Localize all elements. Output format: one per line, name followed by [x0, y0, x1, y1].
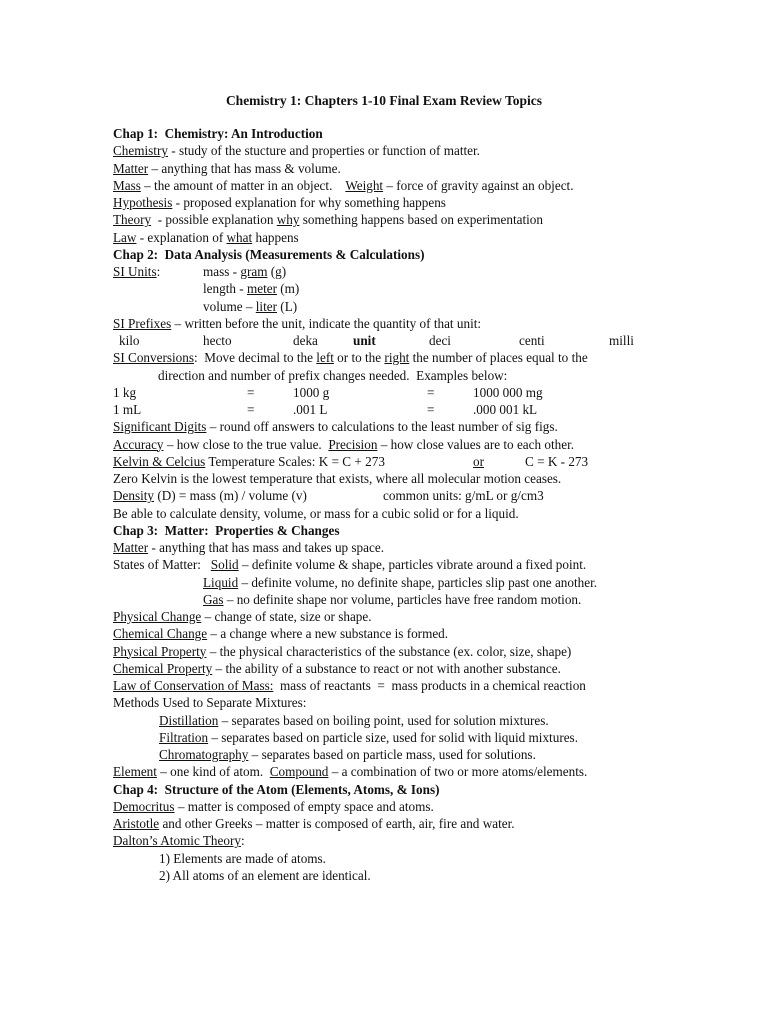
- term-daltons-atomic-theory: Dalton’s Atomic Theory: [113, 833, 241, 849]
- def-text: - proposed explanation for why something happens: [172, 195, 446, 210]
- colon: :: [240, 833, 245, 849]
- def-text: – separates based on particle size, used for solid with liquid mixtures.: [208, 729, 578, 745]
- dalton-item-1: 1) Elements are made of atoms.: [159, 850, 326, 866]
- conversion-example-2: [113, 401, 733, 418]
- document-body: [113, 125, 733, 884]
- term-matter: Matter: [113, 540, 149, 555]
- def-accuracy-precision: [113, 436, 733, 453]
- prefix-kilo: kilo: [119, 333, 140, 348]
- unit-symbol: (g): [267, 264, 287, 279]
- calc-note: Be able to calculate density, volume, or mass for a cubic solid or for a liquid.: [113, 505, 519, 521]
- def-significant-digits: [113, 418, 733, 435]
- def-conservation-of-mass: [113, 677, 733, 694]
- prefix-list: [113, 332, 733, 349]
- term-filtration: Filtration: [159, 729, 209, 745]
- def-text: – separates based on boiling point, used for solution mixtures.: [218, 712, 549, 728]
- chapter-3-heading: Chap 3: Matter: Properties & Changes: [113, 522, 340, 538]
- term-chemistry: Chemistry: [113, 143, 168, 159]
- example-cell: =: [247, 384, 255, 400]
- si-conversions: [113, 349, 733, 366]
- def-text: – how close to the true value.: [163, 436, 329, 452]
- term-physical-property: Physical Property: [113, 643, 207, 659]
- example-cell: .001 L: [293, 402, 328, 417]
- si-units-length: [113, 280, 733, 297]
- def-text: – the physical characteristics of the substance (ex. color, size, shape): [206, 643, 572, 659]
- def-text: (D) = mass (m) / volume (v): [154, 488, 307, 504]
- term-si-prefixes: SI Prefixes: [113, 315, 172, 331]
- colon: :: [156, 264, 161, 279]
- method-chromatography: [113, 746, 733, 763]
- def-text: - possible explanation: [151, 212, 277, 228]
- emphasis-what: what: [226, 229, 253, 245]
- density-units: common units: g/mL or g/cm3: [383, 488, 544, 504]
- def-aristotle: [113, 815, 733, 832]
- prefix-hecto: hecto: [203, 333, 232, 348]
- prefix-centi: centi: [519, 333, 545, 348]
- state-solid: [113, 556, 733, 573]
- def-text: - explanation of: [136, 229, 227, 245]
- def-text: – separates based on particle mass, used for solutions.: [248, 747, 536, 762]
- def-matter: [113, 160, 733, 177]
- def-text: – the amount of matter in an object.: [140, 177, 346, 193]
- prefix-deci: deci: [429, 333, 451, 348]
- def-text: happens: [252, 229, 299, 245]
- def-density: [113, 487, 733, 504]
- chapter-1-heading: Chap 1: Chemistry: An Introduction: [113, 126, 323, 141]
- term-distillation: Distillation: [159, 712, 219, 728]
- def-hypothesis: [113, 194, 733, 211]
- term-chemical-change: Chemical Change: [113, 626, 208, 642]
- def-chemical-property: [113, 660, 733, 677]
- unit-label: volume –: [203, 298, 256, 314]
- dalton-item-2: 2) All atoms of an element are identical.: [159, 867, 371, 883]
- chapter-4-heading: Chap 4: Structure of the Atom (Elements, Atoms, & Ions): [113, 781, 440, 797]
- daltons-atomic-theory: [113, 832, 733, 849]
- term-element: Element: [113, 764, 157, 780]
- def-text: – written before the unit, indicate the quantity of that unit:: [171, 315, 482, 331]
- example-cell: 1 mL: [113, 402, 142, 417]
- term-conservation-of-mass: Law of Conservation of Mass:: [113, 678, 274, 693]
- prefix-unit: unit: [353, 333, 376, 348]
- def-text: Temperature Scales: K = C + 273: [205, 453, 385, 469]
- term-precision: Precision: [328, 436, 378, 452]
- def-physical-change: [113, 608, 733, 625]
- term-significant-digits: Significant Digits: [113, 419, 207, 435]
- def-text: – a change where a new substance is formed.: [207, 626, 449, 642]
- methods-heading: Methods Used to Separate Mixtures:: [113, 695, 307, 711]
- example-cell: =: [427, 384, 435, 400]
- method-filtration: [113, 729, 733, 746]
- document-title: Chemistry 1: Chapters 1-10 Final Exam Review Topics: [225, 93, 543, 108]
- term-gas: Gas: [203, 591, 224, 607]
- def-physical-property: [113, 643, 733, 660]
- temperature-scales: [113, 453, 733, 470]
- term-compound: Compound: [269, 764, 329, 780]
- def-matter-2: [113, 539, 733, 556]
- example-cell: =: [247, 402, 255, 417]
- def-text: the number of places equal to the: [409, 350, 588, 366]
- def-text: – the ability of a substance to react or not with another substance.: [212, 660, 561, 676]
- def-text: – one kind of atom.: [156, 764, 270, 780]
- def-text: – change of state, size or shape.: [201, 609, 372, 624]
- states-label: States of Matter:: [113, 557, 211, 573]
- state-gas: [113, 591, 733, 608]
- si-prefixes: [113, 315, 733, 332]
- si-units-mass: [113, 263, 733, 280]
- unit-liter: liter: [255, 298, 277, 314]
- chapter-2-heading: Chap 2: Data Analysis (Measurements & Calculations): [113, 246, 425, 262]
- term-chemical-property: Chemical Property: [113, 660, 213, 676]
- def-text: – a combination of two or more atoms/elements.: [328, 764, 588, 780]
- unit-gram: gram: [240, 264, 268, 279]
- def-theory: [113, 211, 733, 228]
- def-text: – definite volume, no definite shape, particles slip past one another.: [238, 574, 598, 590]
- state-liquid: [113, 574, 733, 591]
- example-cell: =: [427, 402, 435, 417]
- term-kelvin-celcius: Kelvin & Celcius: [113, 453, 206, 469]
- unit-label: length -: [203, 281, 247, 297]
- term-law: Law: [113, 229, 137, 245]
- def-text: something happens based on experimentation: [299, 212, 543, 228]
- term-liquid: Liquid: [203, 574, 239, 590]
- def-text: and other Greeks – matter is composed of earth, air, fire and water.: [159, 816, 515, 831]
- def-text: – anything that has mass & volume.: [148, 160, 341, 176]
- term-physical-change: Physical Change: [113, 609, 202, 624]
- def-text: - anything that has mass and takes up space.: [148, 540, 385, 555]
- term-solid: Solid: [210, 557, 239, 573]
- example-cell: 1000 g: [293, 384, 330, 400]
- method-distillation: [113, 712, 733, 729]
- example-cell: 1 kg: [113, 384, 137, 400]
- term-density: Density: [113, 488, 155, 504]
- emphasis-left: left: [316, 350, 334, 366]
- term-si-units: SI Units: [113, 264, 157, 279]
- term-democritus: Democritus: [113, 798, 175, 814]
- def-text: – force of gravity against an object.: [383, 177, 574, 193]
- def-text: : Move decimal to the: [193, 350, 317, 366]
- term-matter: Matter: [113, 160, 149, 176]
- term-theory: Theory: [113, 212, 152, 228]
- unit-meter: meter: [246, 281, 277, 297]
- def-democritus: [113, 798, 733, 815]
- term-mass: Mass: [113, 177, 141, 193]
- celcius-formula: C = K - 273: [525, 453, 589, 469]
- def-mass-weight: [113, 177, 733, 194]
- unit-symbol: (m): [276, 281, 300, 297]
- def-text: – round off answers to calculations to the least number of sig figs.: [206, 419, 558, 435]
- emphasis-why: why: [276, 212, 300, 228]
- def-text: – matter is composed of empty space and atoms.: [174, 798, 434, 814]
- emphasis-right: right: [384, 350, 410, 366]
- def-text: – how close values are to each other.: [377, 436, 575, 452]
- def-text: or to the: [333, 350, 385, 366]
- def-text: – definite volume & shape, particles vibrate around a fixed point.: [238, 557, 587, 573]
- prefix-deka: deka: [293, 333, 318, 348]
- def-element-compound: [113, 763, 733, 780]
- example-cell: .000 001 kL: [473, 402, 538, 417]
- term-chromatography: Chromatography: [159, 747, 249, 762]
- si-units-volume: [113, 298, 733, 315]
- def-text: – no definite shape nor volume, particles have free random motion.: [223, 591, 582, 607]
- prefix-milli: milli: [609, 333, 634, 348]
- term-hypothesis: Hypothesis: [113, 195, 173, 210]
- def-text: mass of reactants = mass products in a chemical reaction: [273, 678, 586, 693]
- example-cell: 1000 000 mg: [473, 384, 543, 400]
- def-text: - study of the stucture and properties or function of matter.: [167, 143, 480, 159]
- def-chemical-change: [113, 625, 733, 642]
- unit-label: mass -: [203, 264, 241, 279]
- si-conversions-cont: direction and number of prefix changes needed. Examples below:: [158, 367, 508, 383]
- zero-kelvin: Zero Kelvin is the lowest temperature that exists, where all molecular motion ceases.: [113, 471, 562, 486]
- or-text: or: [473, 453, 484, 469]
- def-chemistry: [113, 142, 733, 159]
- conversion-example-1: [113, 384, 733, 401]
- term-accuracy: Accuracy: [113, 436, 164, 452]
- term-si-conversions: SI Conversions: [113, 350, 194, 366]
- unit-symbol: (L): [277, 298, 298, 314]
- term-weight: Weight: [345, 177, 384, 193]
- term-aristotle: Aristotle: [113, 816, 160, 831]
- def-law: [113, 229, 733, 246]
